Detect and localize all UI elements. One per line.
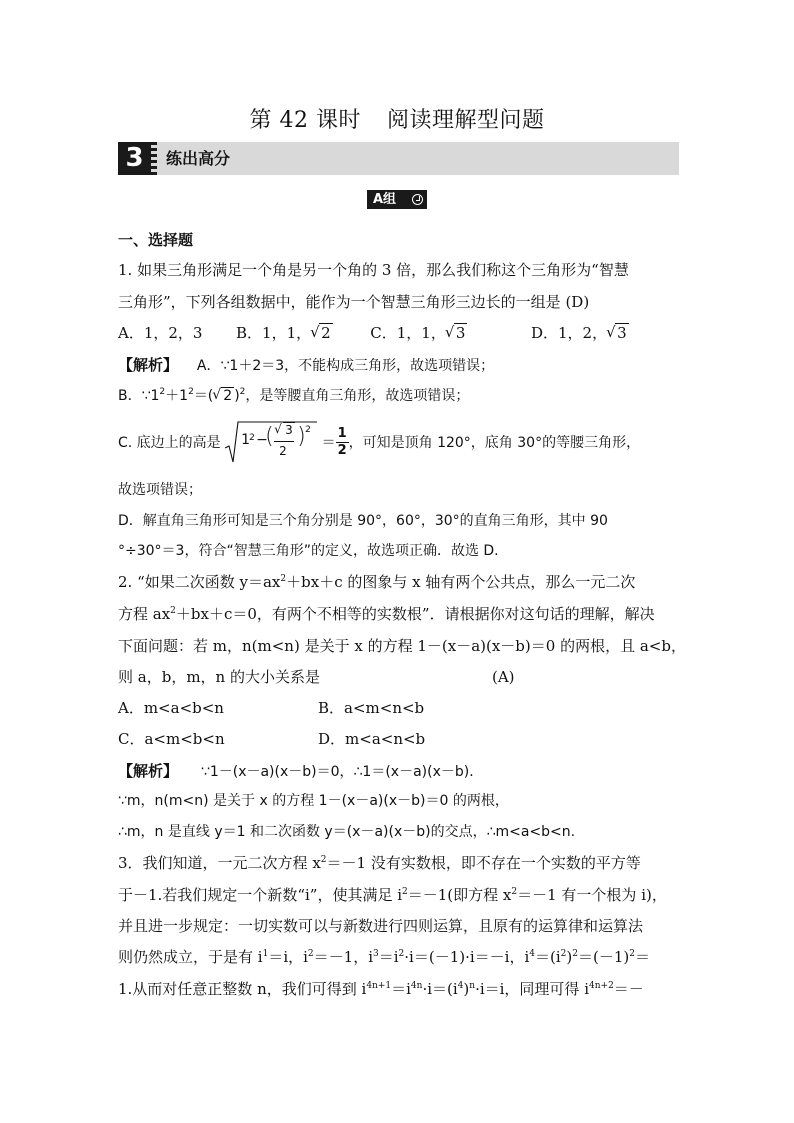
sqrt-3: √ 3 — [446, 324, 468, 342]
q1-solution-2: B．$\because 1^2+1^2=(√$ 2 )$^2$，是等腰直角三角形，故选项错误； — [118, 385, 469, 405]
q3-line-1: 3．我们知道，一元二次方程 $x^2=-1$ 没有实数根，即不存在一个实数的平方等 — [118, 854, 641, 872]
solution-label: 【解析】 — [118, 356, 179, 374]
sqrt-2: √ 2 — [311, 324, 333, 342]
q1-solution-6: °÷30°＝3，符合“智慧三角形”的定义，故选项正确．故选 D. — [118, 543, 499, 559]
radical-expression: 1 2 − ( √ 3 2 ) 2 — [225, 420, 317, 464]
sqrt-2-sol: √ 2 — [213, 388, 234, 404]
q2-line-1: 2. “如果二次函数 $y=ax^2+bx+c$ 的图象与 x 轴有两个公共点，那么一元二次 — [118, 573, 636, 591]
banner-number: 3 — [118, 142, 151, 175]
q2-answer: (A) — [491, 668, 515, 686]
q3-line-5: 1.从而对任意正整数 n，我们可得到 $i^{4n+1}=i^{4n}\cdot i=(i^4)^n\cdot i=i$，同理可得 $i^{4n+2}=-$ — [118, 980, 644, 998]
page-title — [0, 103, 794, 134]
q1-option-a: A．1，2，3 — [118, 324, 203, 342]
lesson-topic: 阅读理解型问题 — [386, 108, 545, 133]
q2-options-row-1 — [118, 697, 424, 718]
q2-option-b: B．a<m<n<b — [318, 699, 425, 717]
q2-solution-2: ∵m，n(m<n) 是关于 x 的方程 1－(x－a)(x－b)＝0 的两根， — [118, 793, 509, 809]
banner-label: 练出高分 — [166, 149, 231, 168]
lesson-number: 第 42 课时 — [249, 108, 361, 133]
q2-solution-3: ∴m，n 是直线 y＝1 和二次函数 y＝(x－a)(x－b)的交点，∴m<a<b<n. — [118, 824, 576, 840]
q2-options-row-2 — [118, 728, 425, 749]
q1-option-c: C．1，1，√ 3 — [370, 324, 467, 342]
q2-solution-1: 【解析】 ∵1－(x－a)(x－b)＝0，∴1＝(x－a)(x－b)． — [118, 762, 484, 780]
q2-line-2: 方程 $ax^2+bx+c=0$，有两个不相等的实数根”．请根据你对这句话的理解，解决 — [118, 605, 655, 623]
group-label: A组 — [373, 192, 397, 207]
q2-line-4: 则 a，b，m，n 的大小关系是 (A) — [118, 668, 515, 686]
q1-line-1: 1. 如果三角形满足一个角是另一个角的 3 倍，那么我们称这个三角形为“智慧 — [118, 261, 629, 279]
q2-option-a: A．m<a<b<n — [118, 699, 224, 717]
clock-icon — [412, 194, 423, 205]
q1-solution-4: 故选项错误； — [118, 482, 202, 498]
q1-option-d: D．1，2，√ 3 — [531, 324, 629, 342]
solution-label: 【解析】 — [118, 762, 179, 780]
fraction-half: $\frac{1}{2}$ — [337, 425, 347, 458]
q3-line-4: 则仍然成立，于是有 $i^1=i$，$i^2=-1$，$i^3=i^2\cdot i=(-1)\cdot i=-i$，$i^4=(i^2)^2=(-1)^2=$ — [118, 948, 650, 966]
q3-line-3: 并且进一步规定：一切实数可以与新数进行四则运算，且原有的运算律和运算法 — [118, 917, 644, 935]
q1-option-b: B．1，1，√ 2 — [236, 324, 333, 342]
q1-line-2: 三角形”，下列各组数据中，能作为一个智慧三角形三边长的一组是 (D) — [118, 293, 590, 311]
q3-line-2: 于－1.若我们规定一个新数“i”，使其满足 $i^2=-1$(即方程 $x^2=-1$ 有一个根为 i)， — [118, 886, 667, 904]
q1-solution-5: D．解直角三角形可知是三个角分别是 90°，60°，30°的直角三角形，其中 90 — [118, 513, 608, 529]
q2-option-c: C．a<m<b<n — [118, 730, 225, 748]
q1-solution-1: 【解析】 A．∵1＋2＝3，不能构成三角形，故选项错误； — [118, 356, 495, 374]
section-banner — [118, 142, 679, 175]
sqrt-3-d: √ 3 — [607, 324, 629, 342]
q1-options — [118, 322, 629, 343]
q1-solution-3: C. 底边上的高是 1 2 − ( √ 3 2 ) 2 ＝ $\frac{1}{2}$ ，可知是顶角 120°，底角 30°的等腰三角形， — [118, 420, 640, 464]
group-badge — [367, 190, 427, 209]
q2-line-3: 下面问题：若 m，n(m<n) 是关于 x 的方程 1－(x－a)(x－b)＝0 的两根，且 a<b， — [118, 637, 686, 655]
q2-option-d: D．m<a<n<b — [318, 730, 426, 748]
section-heading: 一、选择题 — [118, 231, 194, 249]
